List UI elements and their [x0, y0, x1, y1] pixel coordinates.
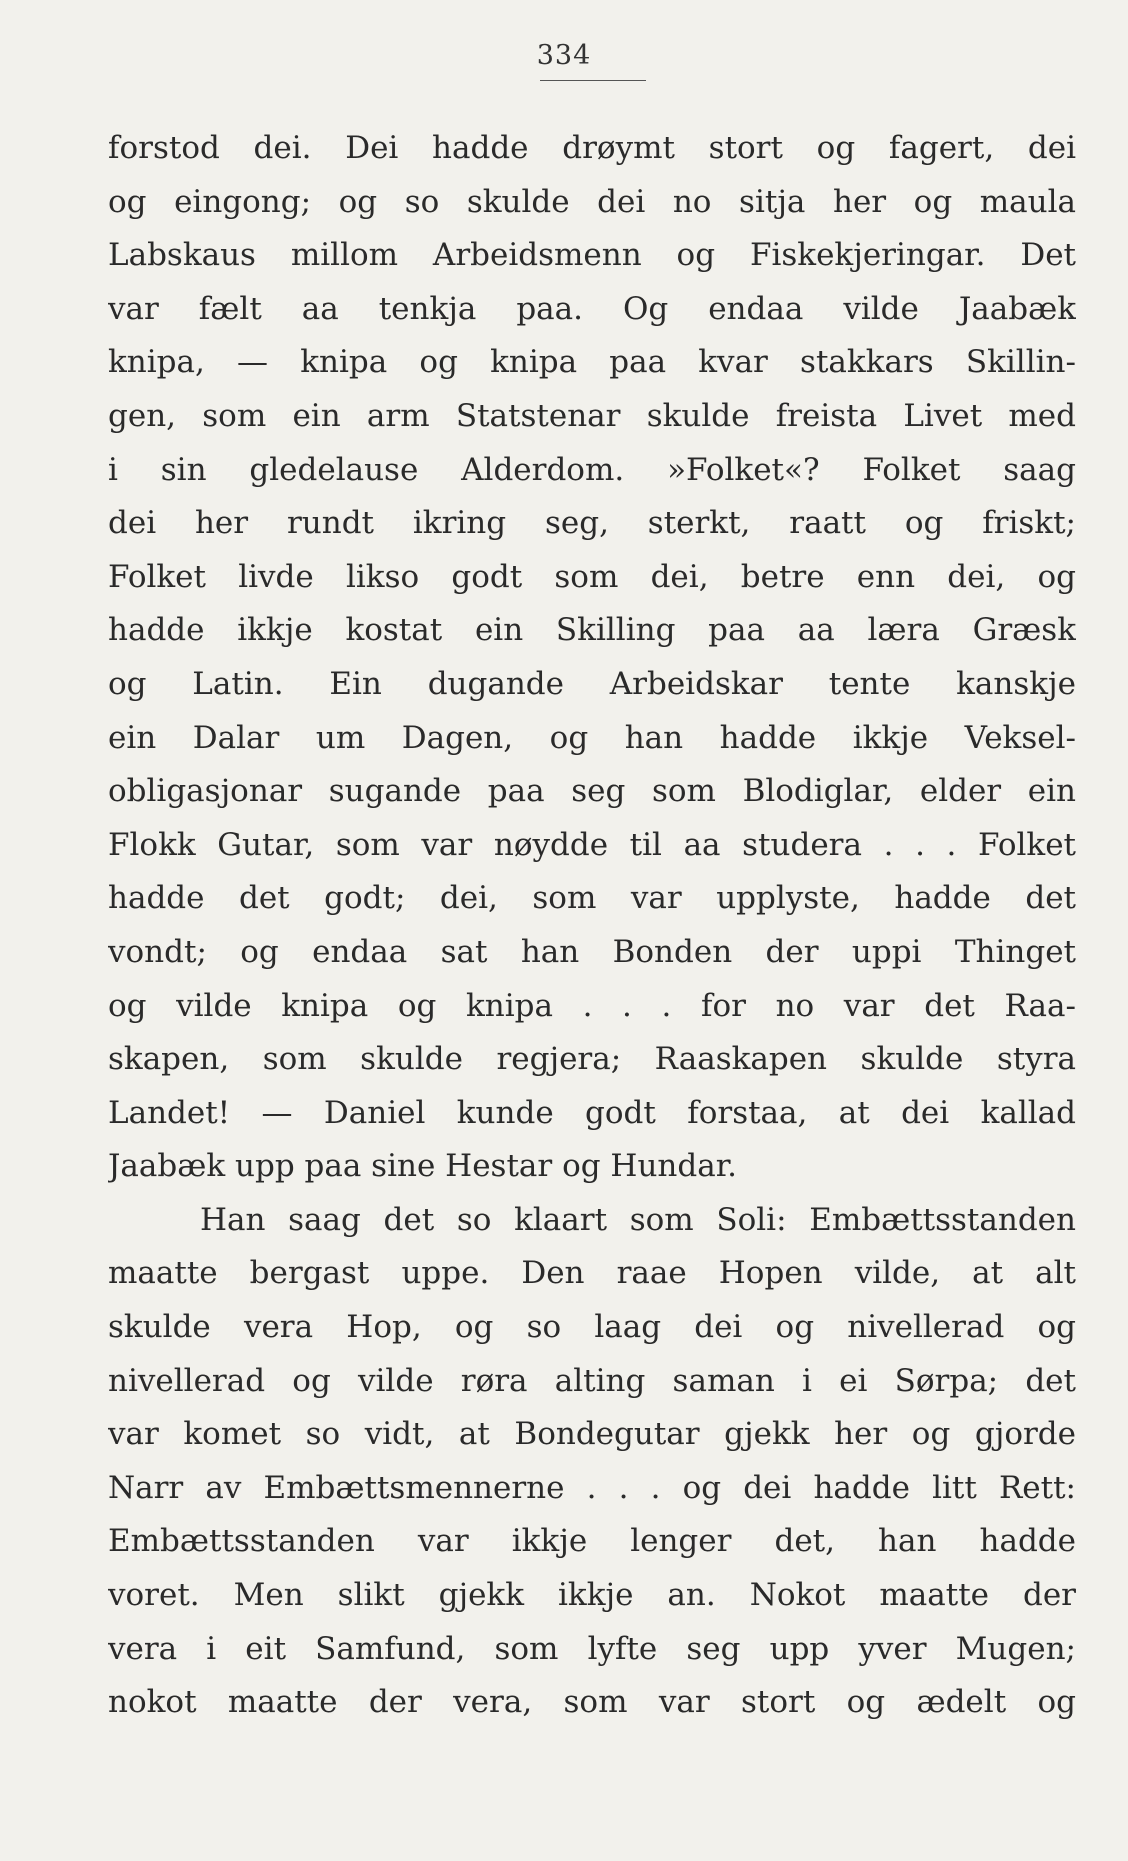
text-line: nokot maatte der vera, som var stort og ædelt og	[108, 1684, 1076, 1721]
text-line: maatte bergast uppe. Den raae Hopen vilde, at alt	[108, 1255, 1076, 1292]
text-line: forstod dei. Dei hadde drøymt stort og fagert, dei	[108, 130, 1076, 166]
text-line: nivellerad og vilde røra alting saman i ei Sørpa; det	[108, 1362, 1076, 1399]
text-line: obligasjonar sugande paa seg som Blodiglar, elder ein	[108, 773, 1076, 810]
text-line: gen, som ein arm Statstenar skulde freista Livet med	[108, 397, 1076, 434]
text-line: hadde det godt; dei, som var upplyste, hadde det	[108, 880, 1076, 917]
text-line: voret. Men slikt gjekk ikkje an. Nokot maatte der	[108, 1577, 1076, 1614]
text-line: knipa, — knipa og knipa paa kvar stakkars Skillin-	[108, 344, 1076, 381]
text-line: og vilde knipa og knipa . . . for no var det Raa-	[108, 987, 1076, 1024]
text-line: Narr av Embættsmennerne . . . og dei hadde litt Rett:	[108, 1469, 1076, 1506]
text-line: og Latin. Ein dugande Arbeidskar tente kanskje	[108, 665, 1076, 702]
text-line: ein Dalar um Dagen, og han hadde ikkje Veksel-	[108, 719, 1076, 756]
page-number: 334	[536, 40, 592, 71]
text-line: hadde ikkje kostat ein Skilling paa aa læra Græsk	[108, 612, 1076, 649]
text-line: vera i eit Samfund, som lyfte seg upp yver Mugen;	[108, 1630, 1076, 1667]
text-line: Folket livde likso godt som dei, betre enn dei, og	[108, 558, 1076, 595]
text-line-paragraph-start: Han saag det so klaart som Soli: Embættsstanden	[200, 1201, 1076, 1238]
text-line-paragraph-end: Jaabæk upp paa sine Hestar og Hundar.	[108, 1148, 737, 1185]
text-line: Flokk Gutar, som var nøydde til aa studera . . . Folket	[108, 826, 1076, 863]
text-line: var komet so vidt, at Bondegutar gjekk her og gjorde	[108, 1416, 1076, 1453]
text-line: Labskaus millom Arbeidsmenn og Fiskekjeringar. Det	[108, 237, 1076, 274]
body-text	[108, 122, 1076, 1730]
text-line: og eingong; og so skulde dei no sitja her og maula	[108, 183, 1076, 220]
text-line: skulde vera Hop, og so laag dei og nivellerad og	[108, 1309, 1076, 1346]
text-line: dei her rundt ikring seg, sterkt, raatt og friskt;	[108, 505, 1076, 542]
text-line: Embættsstanden var ikkje lenger det, han hadde	[108, 1523, 1076, 1560]
text-line: Landet! — Daniel kunde godt forstaa, at dei kallad	[108, 1094, 1076, 1131]
text-line: i sin gledelause Alderdom. »Folket«? Folket saag	[108, 451, 1076, 488]
text-line: var fælt aa tenkja paa. Og endaa vilde Jaabæk	[108, 290, 1076, 327]
page-number-rule	[540, 80, 646, 81]
text-line: skapen, som skulde regjera; Raaskapen skulde styra	[108, 1041, 1076, 1078]
text-line: vondt; og endaa sat han Bonden der uppi Thinget	[108, 933, 1076, 970]
